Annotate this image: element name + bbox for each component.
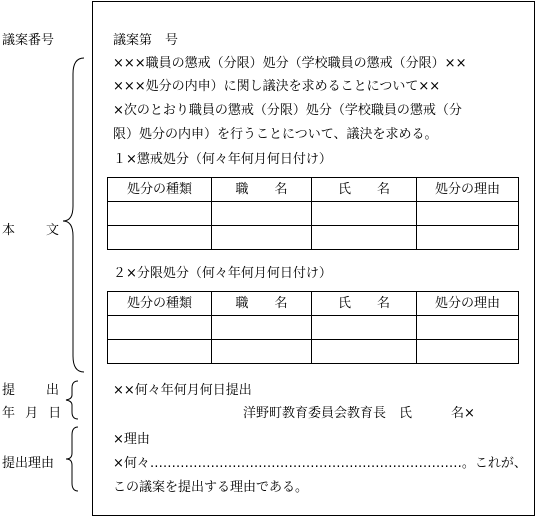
body-label-char-1: 本 [2, 223, 16, 238]
submit-label-char-2: 出 [46, 383, 60, 398]
table-row [108, 316, 519, 340]
body-brace [60, 56, 90, 374]
section-disciplinary-heading: １×懲戒処分（何々年何月何日付け） [113, 152, 332, 167]
reason-brace [62, 426, 82, 492]
disciplinary-table [107, 177, 519, 250]
table-header-row [108, 178, 519, 202]
body-label-char-2: 文 [46, 223, 60, 238]
section-status-heading: ２×分限処分（何々年何月何日付け） [113, 266, 332, 281]
submit-brace [62, 380, 82, 420]
reason-closing: この議案を提出する理由である。 [113, 480, 309, 495]
reason-heading: ×理由 [113, 432, 150, 447]
reason-text: ×何々………………………………………………………………。これが、 [113, 456, 527, 471]
header-name: 氏 名 [312, 178, 417, 202]
bill-number-label: 議案番号 [2, 33, 55, 48]
date-label: 年 月 日 [2, 406, 65, 421]
header-type: 処分の種類 [108, 292, 212, 316]
body-line-1: ×××職員の懲戒（分限）処分（学校職員の懲戒（分限）×× [113, 56, 467, 71]
submission-date: ××何々年何月何日提出 [113, 383, 252, 398]
header-name: 氏 名 [312, 292, 417, 316]
header-position: 職 名 [212, 292, 312, 316]
bill-number-text: 議案第 号 [113, 33, 179, 48]
body-line-4: 限）処分の内申）を行うことについて、議決を求める。 [113, 127, 438, 142]
reason-label: 提出理由 [2, 456, 55, 471]
submitter-name: 洋野町教育委員会教育長 氏 名× [243, 406, 475, 421]
submit-label-char-1: 提 [2, 383, 16, 398]
table-row [108, 226, 519, 250]
table-row [108, 202, 519, 226]
table-row [108, 340, 519, 364]
body-line-2: ×××処分の内申）に関し議決を求めることについて×× [113, 79, 441, 94]
header-type: 処分の種類 [108, 178, 212, 202]
header-reason: 処分の理由 [417, 178, 519, 202]
table-header-row [108, 292, 519, 316]
body-line-3: ×次のとおり職員の懲戒（分限）処分（学校職員の懲戒（分 [113, 103, 462, 118]
status-table [107, 291, 519, 364]
header-position: 職 名 [212, 178, 312, 202]
header-reason: 処分の理由 [417, 292, 519, 316]
